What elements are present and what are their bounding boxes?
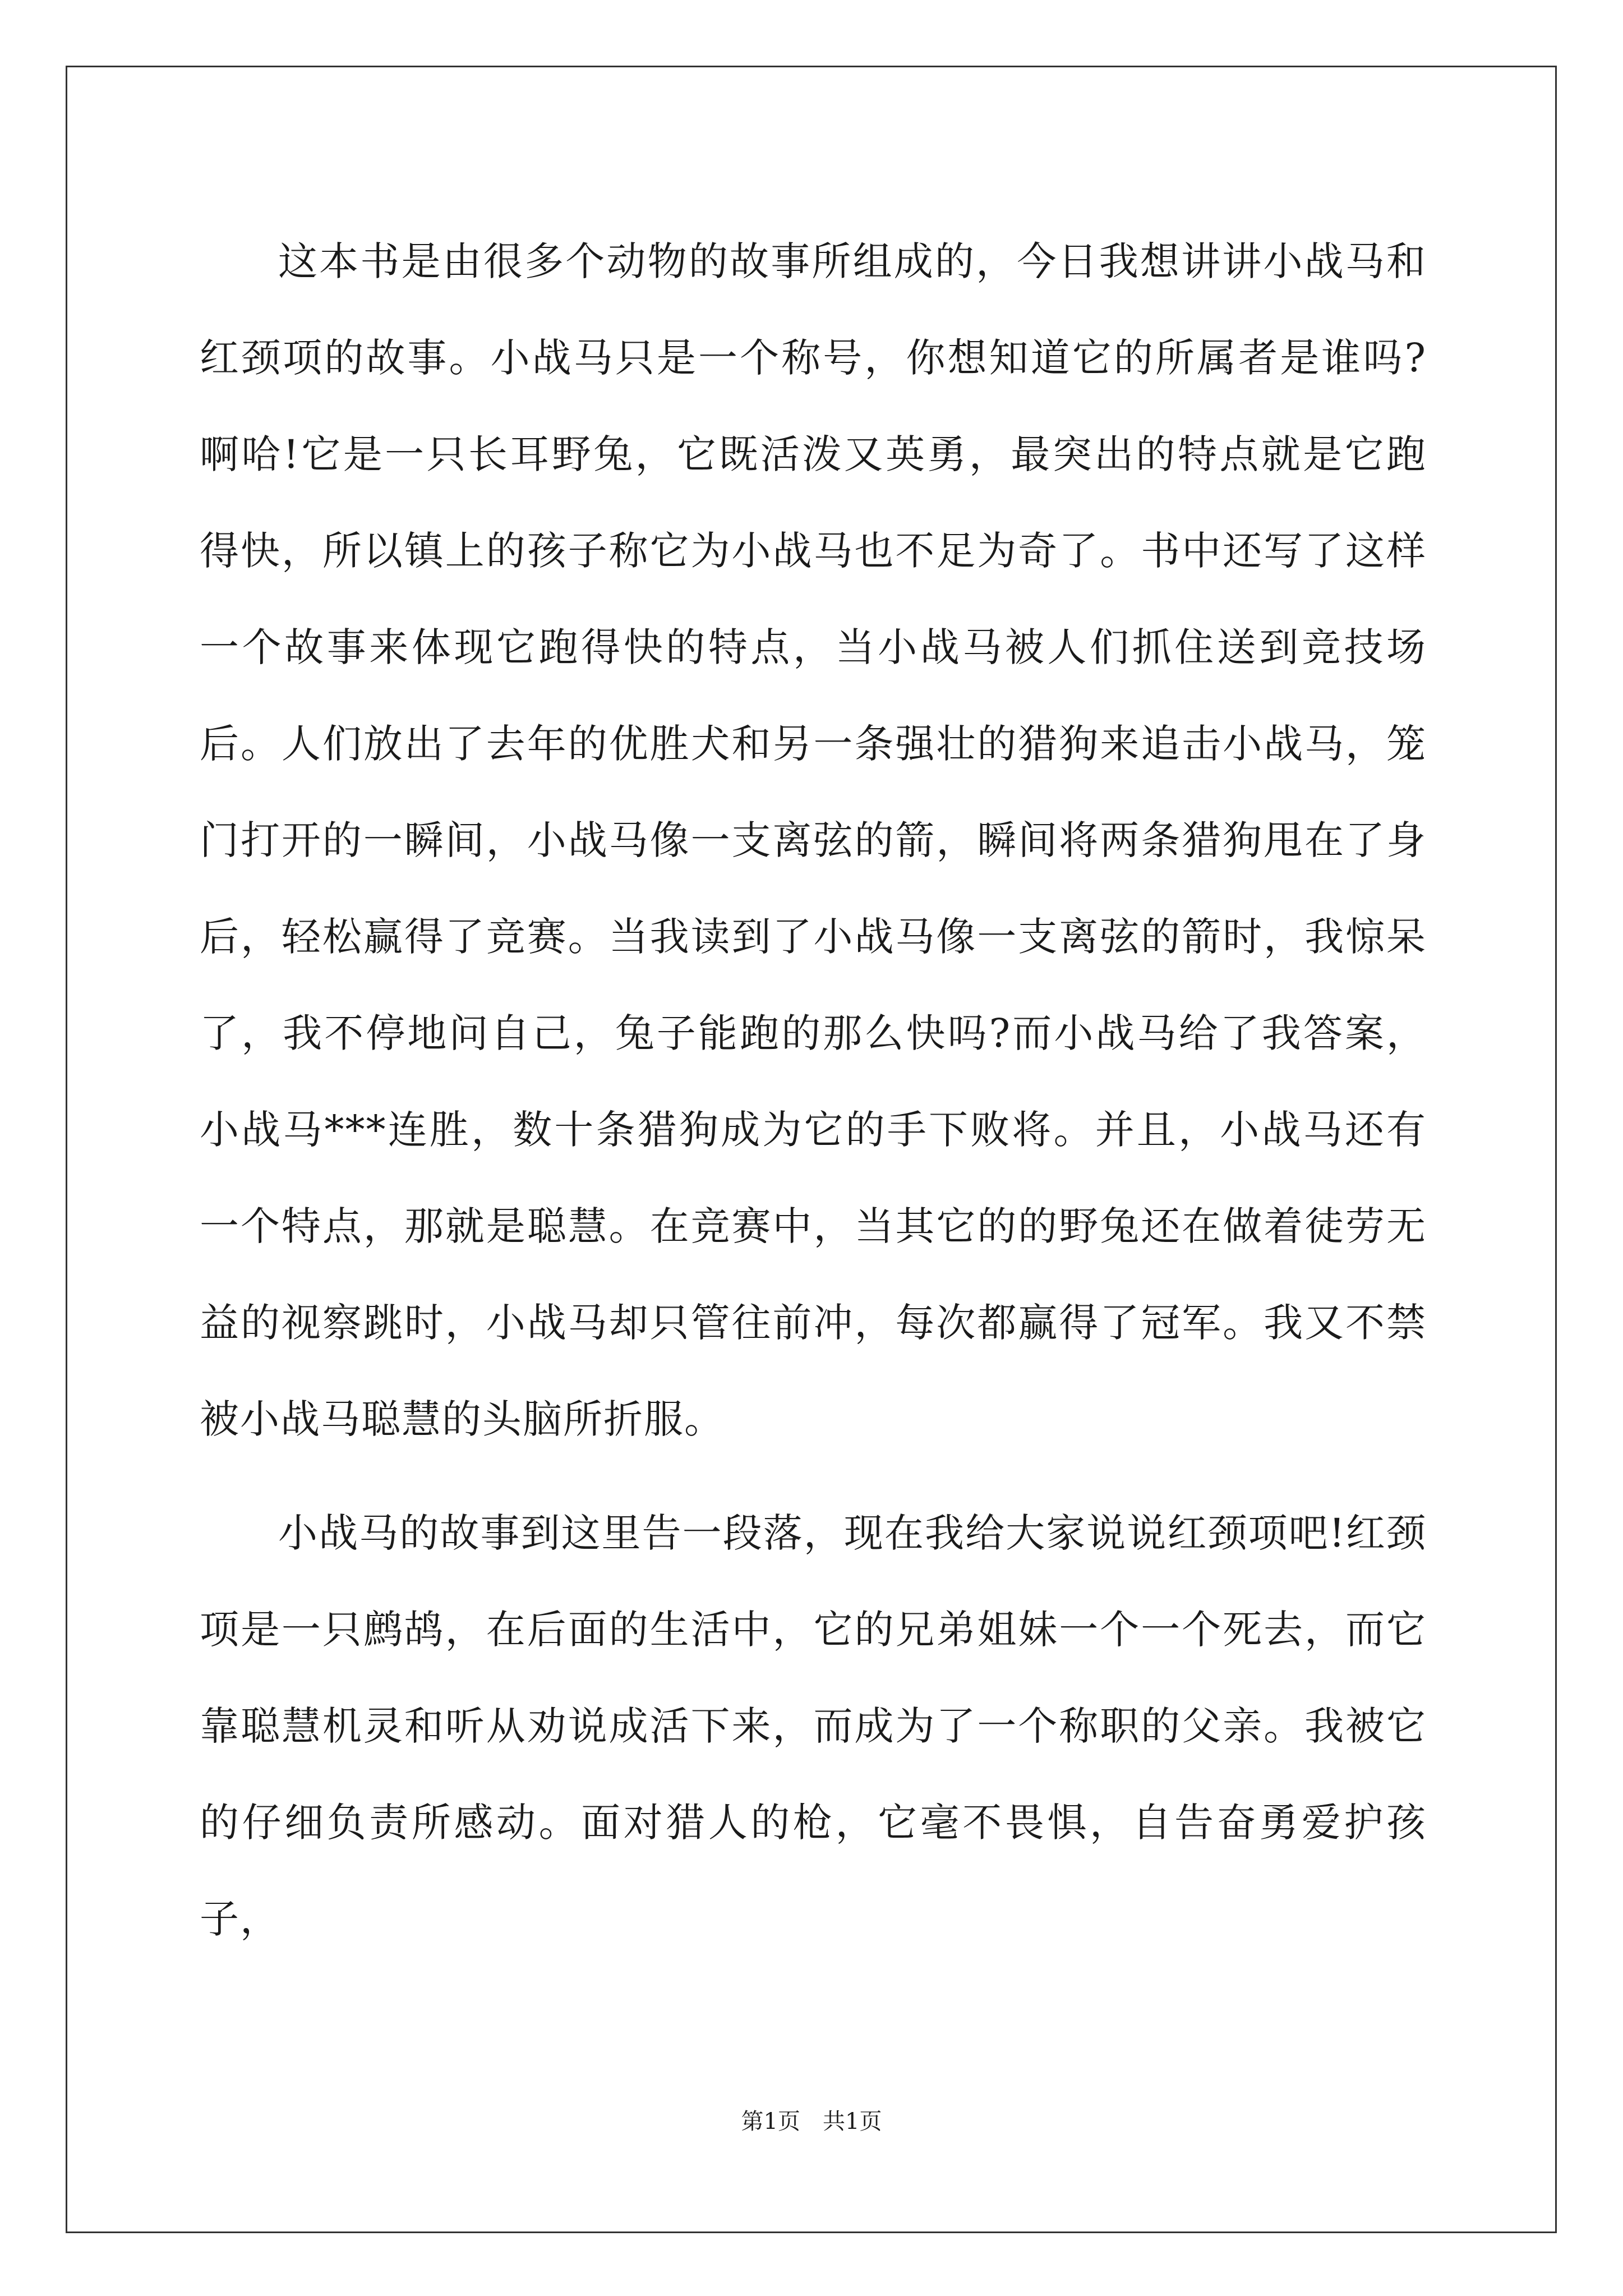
page-total: 共1页 (823, 2109, 882, 2134)
page-number: 第1页 (741, 2109, 800, 2134)
paragraph: 小战马的故事到这里告一段落，现在我给大家说说红颈项吧!红颈项是一只鹧鸪，在后面的生活中，它的兄弟姐妹一个一个死去，而它靠聪慧机灵和听从劝说成活下来，而成为了一个称职的父亲。我被它的仔细负责所感动。面对猎人的枪，它毫不畏惧，自告奋勇爱护孩子， (200, 1510, 1427, 1942)
page-footer (0, 2105, 1623, 2138)
document-body (200, 213, 1427, 1985)
paragraph: 这本书是由很多个动物的故事所组成的，今日我想讲讲小战马和红颈项的故事。小战马只是一个称号，你想知道它的所属者是谁吗?啊哈!它是一只长耳野兔，它既活泼又英勇，最突出的特点就是它跑得快，所以镇上的孩子称它为小战马也不足为奇了。书中还写了这样一个故事来体现它跑得快的特点，当小战马被人们抓住送到竞技场后。人们放出了去年的优胜犬和另一条强壮的猎狗来追击小战马，笼门打开的一瞬间，小战马像一支离弦的箭，瞬间将两条猎狗甩在了身后，轻松赢得了竞赛。当我读到了小战马像一支离弦的箭时，我惊呆了，我不停地问自己，兔子能跑的那么快吗?而小战马给了我答案，小战马***连胜，数十条猎狗成为它的手下败将。并且，小战马还有一个特点，那就是聪慧。在竞赛中，当其它的的野兔还在做着徒劳无益的视察跳时，小战马却只管往前冲，每次都赢得了冠军。我又不禁被小战马聪慧的头脑所折服。 (200, 238, 1427, 1442)
